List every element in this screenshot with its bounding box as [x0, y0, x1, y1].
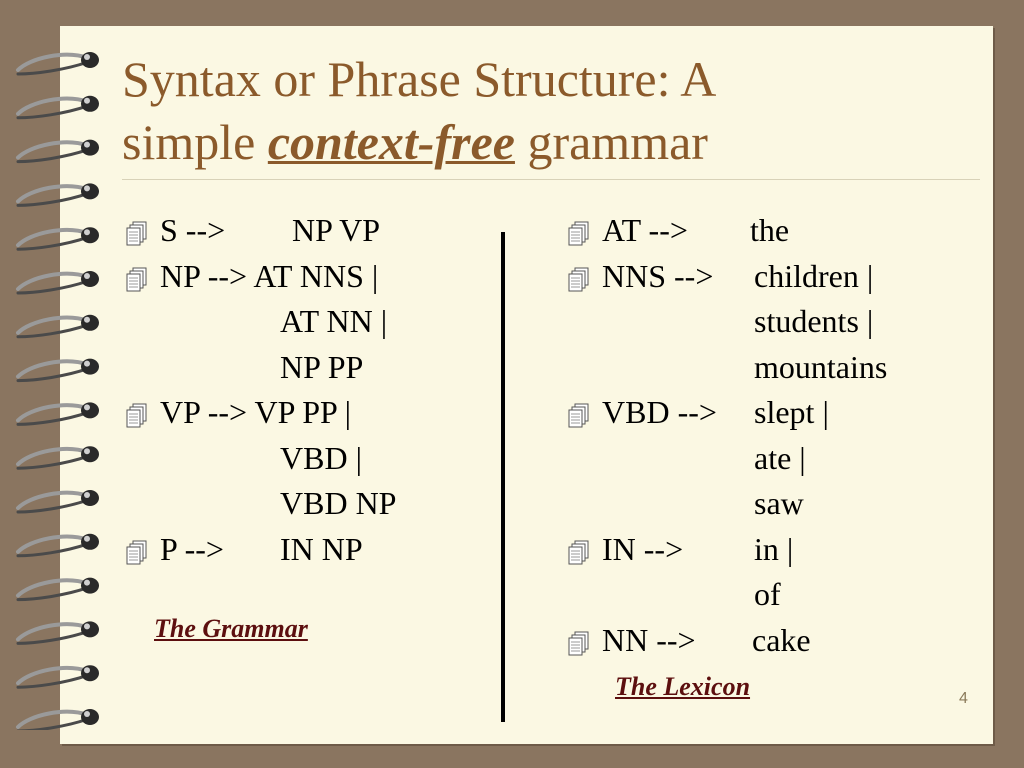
binding-ring — [18, 402, 99, 424]
rule-rhs: NP VP — [292, 212, 381, 248]
rule-rhs: ate | — [754, 439, 806, 476]
rule-lhs: NP --> AT NNS | — [160, 257, 379, 294]
rule-rhs: slept | — [754, 394, 829, 430]
rule-rhs: of — [754, 576, 781, 612]
rule-lhs: NN --> — [602, 621, 696, 658]
binding-ring — [18, 665, 99, 687]
rule-lhs: P --> — [160, 530, 224, 567]
rule-rhs: in | — [754, 530, 794, 567]
binding-ring — [18, 446, 99, 468]
notepad-stack-icon — [124, 220, 150, 246]
lexicon-caption: The Lexicon — [615, 672, 751, 701]
binding-ring — [18, 490, 99, 512]
binding-ring — [18, 709, 99, 730]
binding-ring — [18, 578, 99, 600]
title-emphasis: context-free — [267, 114, 515, 170]
binding-ring — [18, 52, 99, 74]
rule-rhs: cake — [752, 621, 811, 658]
binding-ring — [18, 183, 99, 205]
title-line-2 — [122, 111, 982, 174]
rule-rhs: IN NP — [280, 530, 363, 567]
binding-ring — [18, 227, 99, 249]
notepad-stack-icon — [566, 630, 592, 656]
notepad-stack-icon — [124, 266, 150, 292]
binding-ring — [18, 359, 99, 381]
rule-lhs: NNS --> — [602, 257, 714, 294]
spiral-binding — [10, 40, 120, 730]
notepad-stack-icon — [566, 266, 592, 292]
rule-lhs: IN --> — [602, 530, 684, 567]
grammar-caption: The Grammar — [154, 614, 308, 643]
rule-lhs: VBD --> — [602, 394, 717, 430]
binding-ring — [18, 271, 99, 293]
rule-lhs: VP --> VP PP | — [160, 394, 352, 430]
binding-ring — [18, 140, 99, 162]
binding-ring — [18, 315, 99, 337]
notepad-stack-icon — [566, 402, 592, 428]
rule-rhs: saw — [754, 485, 804, 521]
column-divider — [501, 232, 505, 722]
rule-rhs: NP PP — [280, 348, 364, 385]
rule-lhs: S --> — [160, 212, 226, 248]
title-line-1: Syntax or Phrase Structure: A — [122, 51, 717, 107]
rule-rhs: mountains — [754, 348, 888, 385]
slide-number: 4 — [959, 690, 968, 707]
binding-ring — [18, 621, 99, 643]
rule-lhs: AT --> — [602, 212, 688, 248]
title-prefix: simple — [122, 114, 268, 170]
rule-rhs: children | — [754, 257, 874, 294]
title-suffix: grammar — [514, 114, 708, 170]
notepad-stack-icon — [566, 539, 592, 565]
title-divider — [122, 179, 980, 180]
notepad-stack-icon — [566, 220, 592, 246]
binding-ring — [18, 534, 99, 556]
notepad-stack-icon — [124, 402, 150, 428]
rule-rhs: AT NN | — [280, 303, 388, 339]
rule-rhs: students | — [754, 303, 874, 339]
rule-rhs: VBD | — [280, 439, 362, 476]
binding-ring — [18, 96, 99, 118]
rule-rhs: the — [750, 212, 790, 248]
notepad-stack-icon — [124, 539, 150, 565]
rule-rhs: VBD NP — [280, 485, 397, 521]
slide-title — [122, 48, 982, 174]
